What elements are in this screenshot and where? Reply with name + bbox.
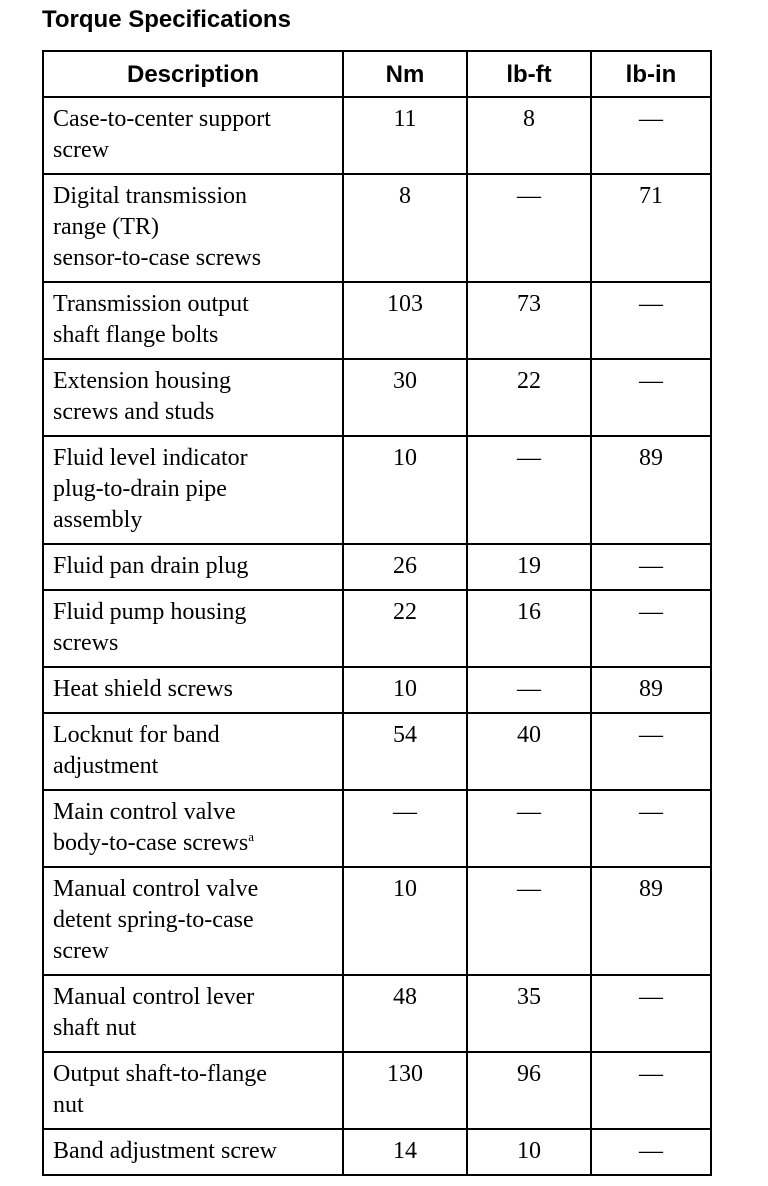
lb-in-cell: —: [591, 590, 711, 667]
description-cell: [43, 174, 343, 282]
table-row: [43, 436, 711, 544]
lb-ft-cell: 35: [467, 975, 591, 1052]
description-text: Heat shield screws: [53, 676, 233, 702]
description-line: [53, 797, 334, 828]
lb-in-cell: —: [591, 359, 711, 436]
table-row: [43, 544, 711, 590]
description-text: range (TR): [53, 214, 159, 240]
description-line: [53, 397, 334, 428]
column-header-lb-in: lb-in: [591, 51, 711, 97]
table-row: [43, 790, 711, 867]
table-header-row: [43, 51, 711, 97]
description-line: [53, 443, 334, 474]
description-line: [53, 674, 334, 705]
description-text: assembly: [53, 507, 143, 533]
nm-cell: 103: [343, 282, 467, 359]
description-line: [53, 828, 334, 859]
description-line: [53, 243, 334, 274]
lb-in-cell: 71: [591, 174, 711, 282]
description-line: [53, 1136, 334, 1167]
nm-cell: 30: [343, 359, 467, 436]
page-title: Torque Specifications: [42, 6, 291, 33]
description-cell: [43, 97, 343, 174]
lb-ft-cell: 96: [467, 1052, 591, 1129]
nm-cell: 11: [343, 97, 467, 174]
description-line: [53, 628, 334, 659]
lb-in-cell: —: [591, 1052, 711, 1129]
description-text: Manual control lever: [53, 984, 255, 1010]
lb-ft-cell: 73: [467, 282, 591, 359]
description-cell: [43, 1052, 343, 1129]
description-text: Output shaft-to-flange: [53, 1061, 267, 1087]
lb-ft-cell: —: [467, 436, 591, 544]
nm-cell: 130: [343, 1052, 467, 1129]
description-text: shaft nut: [53, 1015, 137, 1041]
nm-cell: 10: [343, 667, 467, 713]
table-row: [43, 590, 711, 667]
description-text: screw: [53, 137, 109, 163]
description-text: detent spring-to-case: [53, 907, 254, 933]
lb-ft-cell: 8: [467, 97, 591, 174]
description-cell: [43, 790, 343, 867]
table-row: [43, 867, 711, 975]
description-line: [53, 320, 334, 351]
description-text: Digital transmission: [53, 183, 247, 209]
description-line: [53, 905, 334, 936]
nm-cell: —: [343, 790, 467, 867]
description-text: Extension housing: [53, 368, 231, 394]
description-cell: [43, 667, 343, 713]
description-text: Locknut for band: [53, 722, 220, 748]
description-text: screws and studs: [53, 399, 215, 425]
description-line: [53, 874, 334, 905]
table-row: [43, 282, 711, 359]
lb-ft-cell: —: [467, 790, 591, 867]
lb-in-cell: 89: [591, 867, 711, 975]
table-row: [43, 1129, 711, 1175]
lb-in-cell: —: [591, 97, 711, 174]
description-line: [53, 181, 334, 212]
description-text: Main control valve: [53, 799, 236, 825]
nm-cell: 48: [343, 975, 467, 1052]
lb-ft-cell: 40: [467, 713, 591, 790]
table-row: [43, 1052, 711, 1129]
description-line: [53, 936, 334, 967]
description-cell: [43, 867, 343, 975]
footnote-marker: a: [248, 829, 255, 844]
description-line: [53, 135, 334, 166]
description-line: [53, 366, 334, 397]
lb-in-cell: —: [591, 544, 711, 590]
description-cell: [43, 359, 343, 436]
description-text: screws: [53, 630, 119, 656]
lb-in-cell: 89: [591, 667, 711, 713]
description-line: [53, 551, 334, 582]
description-cell: [43, 282, 343, 359]
nm-cell: 10: [343, 867, 467, 975]
description-cell: [43, 436, 343, 544]
table-body: [43, 97, 711, 1175]
description-cell: [43, 590, 343, 667]
description-text: nut: [53, 1092, 84, 1118]
column-header-description: Description: [43, 51, 343, 97]
column-header-lb-ft: lb-ft: [467, 51, 591, 97]
nm-cell: 10: [343, 436, 467, 544]
description-line: [53, 505, 334, 536]
lb-in-cell: —: [591, 713, 711, 790]
description-text: Manual control valve: [53, 876, 259, 902]
description-line: [53, 1090, 334, 1121]
description-cell: [43, 1129, 343, 1175]
description-line: [53, 104, 334, 135]
nm-cell: 54: [343, 713, 467, 790]
nm-cell: 14: [343, 1129, 467, 1175]
description-text: Fluid pan drain plug: [53, 553, 249, 579]
lb-in-cell: —: [591, 790, 711, 867]
lb-ft-cell: 10: [467, 1129, 591, 1175]
nm-cell: 26: [343, 544, 467, 590]
description-cell: [43, 975, 343, 1052]
lb-ft-cell: 19: [467, 544, 591, 590]
description-text: body-to-case screws: [53, 830, 249, 856]
lb-in-cell: —: [591, 1129, 711, 1175]
lb-in-cell: —: [591, 975, 711, 1052]
nm-cell: 8: [343, 174, 467, 282]
table-row: [43, 174, 711, 282]
description-line: [53, 720, 334, 751]
description-text: Fluid pump housing: [53, 599, 247, 625]
lb-ft-cell: 22: [467, 359, 591, 436]
description-text: plug-to-drain pipe: [53, 476, 227, 502]
table-row: [43, 975, 711, 1052]
lb-ft-cell: —: [467, 174, 591, 282]
description-text: sensor-to-case screws: [53, 245, 262, 271]
nm-cell: 22: [343, 590, 467, 667]
lb-ft-cell: —: [467, 867, 591, 975]
column-header-nm: Nm: [343, 51, 467, 97]
description-line: [53, 982, 334, 1013]
description-text: Case-to-center support: [53, 106, 271, 132]
description-line: [53, 1059, 334, 1090]
table-row: [43, 359, 711, 436]
lb-ft-cell: 16: [467, 590, 591, 667]
lb-ft-cell: —: [467, 667, 591, 713]
description-line: [53, 751, 334, 782]
lb-in-cell: 89: [591, 436, 711, 544]
description-text: Transmission output: [53, 291, 249, 317]
table-row: [43, 97, 711, 174]
description-cell: [43, 544, 343, 590]
description-cell: [43, 713, 343, 790]
description-text: screw: [53, 938, 109, 964]
description-line: [53, 597, 334, 628]
torque-spec-table: [42, 50, 712, 1176]
description-text: Fluid level indicator: [53, 445, 248, 471]
table-row: [43, 713, 711, 790]
description-text: Band adjustment screw: [53, 1138, 277, 1164]
lb-in-cell: —: [591, 282, 711, 359]
description-text: shaft flange bolts: [53, 322, 219, 348]
description-line: [53, 289, 334, 320]
description-line: [53, 1013, 334, 1044]
table-row: [43, 667, 711, 713]
description-line: [53, 474, 334, 505]
description-line: [53, 212, 334, 243]
description-text: adjustment: [53, 753, 159, 779]
